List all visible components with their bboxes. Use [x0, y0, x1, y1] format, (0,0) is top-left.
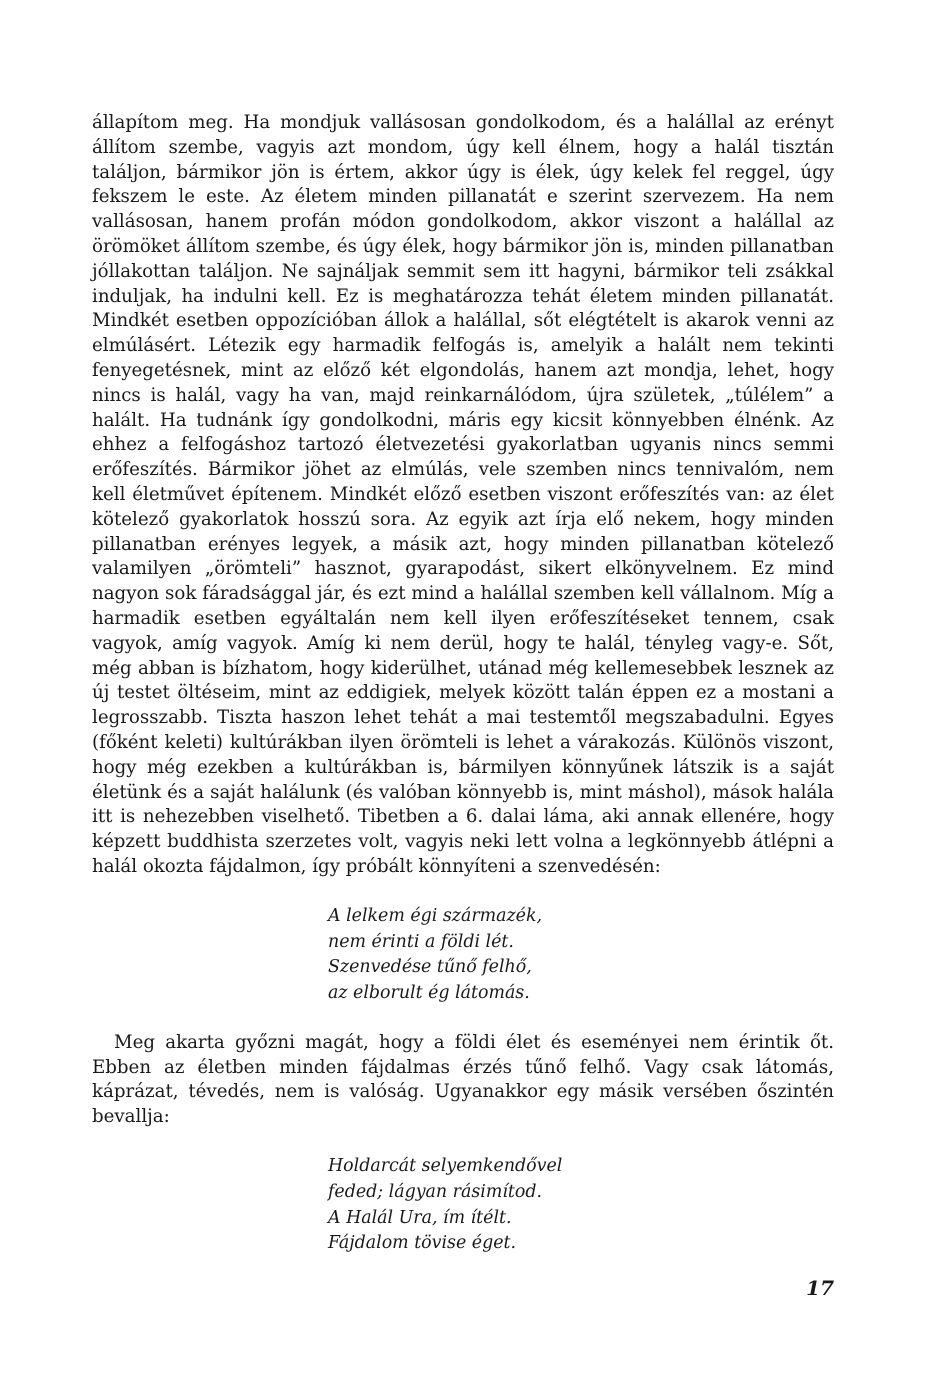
- poem-line: A Halál Ura, ím ítélt.: [328, 1207, 512, 1228]
- page-content: [92, 111, 834, 1257]
- page-number: 17: [806, 1276, 834, 1300]
- poem-line: Holdarcát selyemkendővel: [328, 1156, 563, 1177]
- body-paragraph-2: Meg akarta győzni magát, hogy a földi élet és eseményei nem érintik őt. Ebben az életben minden fájdalmas érzés tűnő felhő. Vagy csak látomás, káprázat, tévedés, nem is valóság. Ugyanakkor egy másik versében őszintén bevallja:: [92, 1031, 834, 1128]
- body-paragraph-1: állapítom meg. Ha mondjuk vallásosan gondolkodom, és a halállal az erényt állítom szembe, vagyis azt mondom, úgy kell élnem, hogy a halál tisztán találjon, bármikor jön is értem, akkor úgy is élek, úgy kelek fel reggel, úgy fekszem le este. Az életem minden pillanatát e szerint szervezem. Ha nem vallásosan, hanem profán módon gondolkodom, akkor viszont a halállal az örömöket állítom szembe, és úgy élek, hogy bármikor jön is, minden pillanatban jóllakottan találjon. Ne sajnáljak semmit sem itt hagyni, bármikor teli zsákkal induljak, ha indulni kell. Ez is meghatározza tehát életem minden pillanatát. Mindkét esetben oppozícióban állok a halállal, sőt elégtételt is akarok venni az elmúlásért. Létezik egy harmadik felfogás is, amelyik a halált nem tekinti fenyegetésnek, mint az előző két elgondolás, hanem azt mondja, lehet, hogy nincs is halál, vagy ha van, majd reinkarnálódom, újra születek, „túlélem” a halált. Ha tudnánk így gondolkodni, máris egy kicsit könnyebben élnénk. Az ehhez a felfogáshoz tartozó életvezetési gyakorlatban ugyanis nincs semmi erőfeszítés. Bármikor jöhet az elmúlás, vele szemben nincs tennivalóm, nem kell életművet építenem. Mindkét előző esetben viszont erőfeszítés van: az élet kötelező gyakorlatok hosszú sora. Az egyik azt írja elő nekem, hogy minden pillanatban erényes legyek, a másik azt, hogy minden pillanatban kötelező valamilyen „örömteli” hasznot, gyarapodást, sikert elkönyvelnem. Ez mind nagyon sok fáradsággal jár, és ezt mind a halállal szemben kell vállalnom. Míg a harmadik esetben egyáltalán nem kell ilyen erőfeszítéseket tennem, csak vagyok, amíg vagyok. Amíg ki nem derül, hogy te halál, tényleg vagy-e. Sőt, még abban is bízhatom, hogy kiderülhet, utánad még kellemesebbek lesznek az új testet öltéseim, mint az eddigiek, melyek között talán éppen ez a mostani a legrosszabb. Tiszta haszon lehet tehát a mai testemtől megszabadulni. Egyes (főként keleti) kultúrákban ilyen örömteli is lehet a várakozás. Különös viszont, hogy még ezekben a kultúrákban is, bármilyen könnyűnek látszik is a saját életünk és a saját halálunk (és valóban könnyebb is, mint máshol), mások halála itt is nehezebben viselhető. Tibetben a 6. dalai láma, aki annak ellenére, hogy képzett buddhista szerzetes volt, vagyis neki lett volna a legkönnyebb átlépni a halál okozta fájdalmon, így próbált könnyíteni a szenvedésén:: [92, 112, 834, 877]
- poem-line: Szenvedése tűnő felhő,: [328, 957, 532, 978]
- poem-stanza-1: [92, 904, 834, 1007]
- poem-line: nem érinti a földi lét.: [328, 931, 514, 952]
- poem-line: feded; lágyan rásimítod.: [328, 1181, 542, 1202]
- poem-line: A lelkem égi származék,: [328, 905, 543, 926]
- poem-stanza-2: [92, 1154, 834, 1257]
- poem-line: az elborult ég látomás.: [328, 983, 530, 1004]
- poem-line: Fájdalom tövise éget.: [328, 1233, 517, 1254]
